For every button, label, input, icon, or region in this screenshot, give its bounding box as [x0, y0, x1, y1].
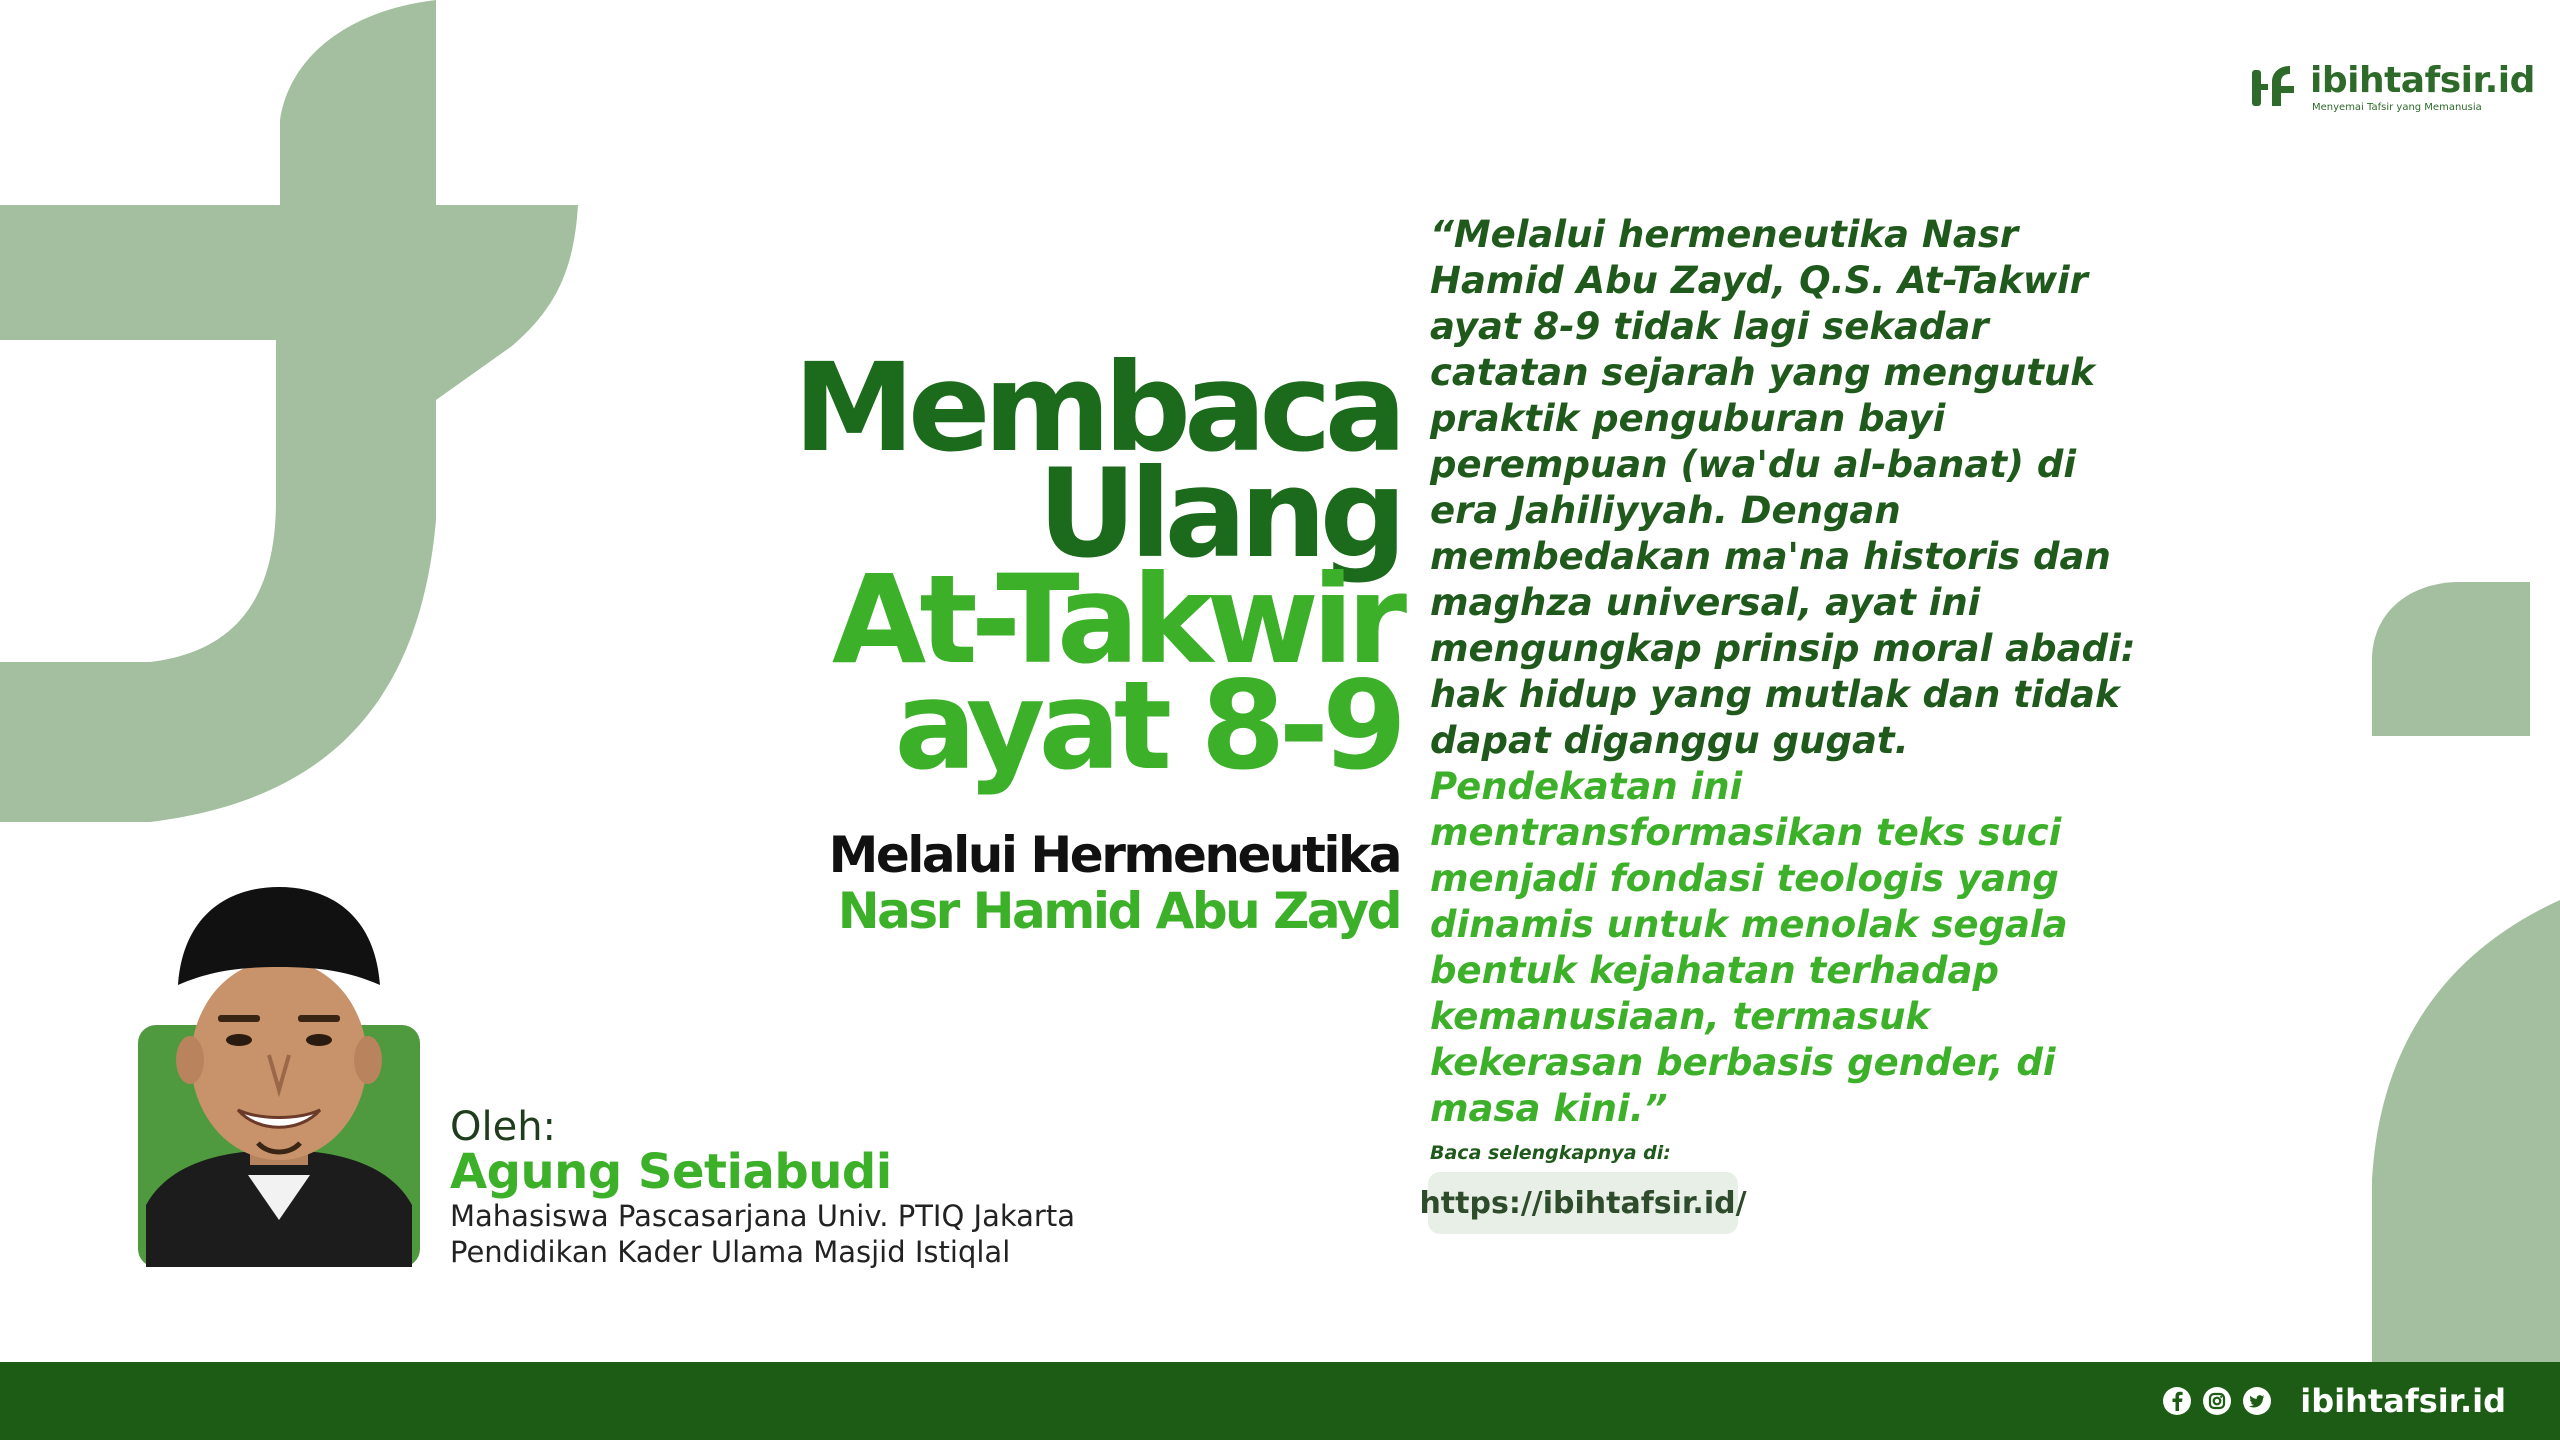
- quote-text: [1430, 212, 2150, 1132]
- subtitle-line-1: Melalui Hermeneutika: [828, 826, 1400, 884]
- subtitle-line-2: Nasr Hamid Abu Zayd: [837, 882, 1400, 940]
- social-links: [2162, 1362, 2506, 1440]
- author-by-label: Oleh:: [450, 1104, 557, 1150]
- brand-logo[interactable]: [2250, 58, 2535, 118]
- bg-logo-mark-right-dot: [2372, 582, 2530, 736]
- facebook-icon[interactable]: [2162, 1386, 2192, 1416]
- author-name: Agung Setiabudi: [450, 1144, 892, 1200]
- read-more-url: https://ibihtafsir.id/: [1419, 1185, 1747, 1221]
- main-title: [700, 337, 1400, 797]
- twitter-icon[interactable]: [2242, 1386, 2272, 1416]
- quote-part-1: “Melalui hermeneutika Nasr Hamid Abu Zayd, Q.S. At-Takwir ayat 8-9 tidak lagi sekadar catatan sejarah yang mengutuk praktik penguburan bayi perempuan (wa'du al-banat) di era Jahiliyyah. Dengan membedakan ma'na historis dan maghza universal, ayat ini mengungkap prinsip moral abadi: hak hidup yang mutlak dan tidak dapat diganggu gugat.: [1430, 213, 2136, 762]
- brand-tagline: Menyemai Tafsir yang Memanusia: [2312, 102, 2482, 113]
- title-line-3: At-Takwir: [831, 549, 1400, 691]
- title-line-1: Membaca: [793, 337, 1400, 479]
- author-affiliation: [450, 1198, 1075, 1270]
- title-line-2: Ulang: [1037, 443, 1400, 585]
- read-more-link[interactable]: [1419, 1172, 1747, 1234]
- footer-bar: [0, 1362, 2560, 1440]
- read-more-label: Baca selengkapnya di:: [1430, 1142, 1671, 1164]
- author-affiliation-2: Pendidikan Kader Ulama Masjid Istiqlal: [450, 1235, 1011, 1269]
- author-affiliation-1: Mahasiswa Pascasarjana Univ. PTIQ Jakarta: [450, 1199, 1075, 1233]
- instagram-icon[interactable]: [2202, 1386, 2232, 1416]
- brand-name: ibihtafsir.id: [2310, 60, 2535, 101]
- title-line-4: ayat 8-9: [894, 655, 1400, 797]
- brand-logo-icon: [2250, 62, 2302, 114]
- bg-logo-mark-left: [0, 0, 578, 822]
- bg-logo-mark-right-stem: [2372, 900, 2560, 1362]
- quote-part-2-highlight: Pendekatan ini mentransformasikan teks suci menjadi fondasi teologis yang dinamis untuk menolak segala bentuk kejahatan terhadap kemanusiaan, termasuk kekerasan berbasis gender, di masa kini.”: [1430, 765, 2068, 1130]
- author-photo: [138, 875, 420, 1267]
- footer-site-name[interactable]: ibihtafsir.id: [2300, 1382, 2506, 1420]
